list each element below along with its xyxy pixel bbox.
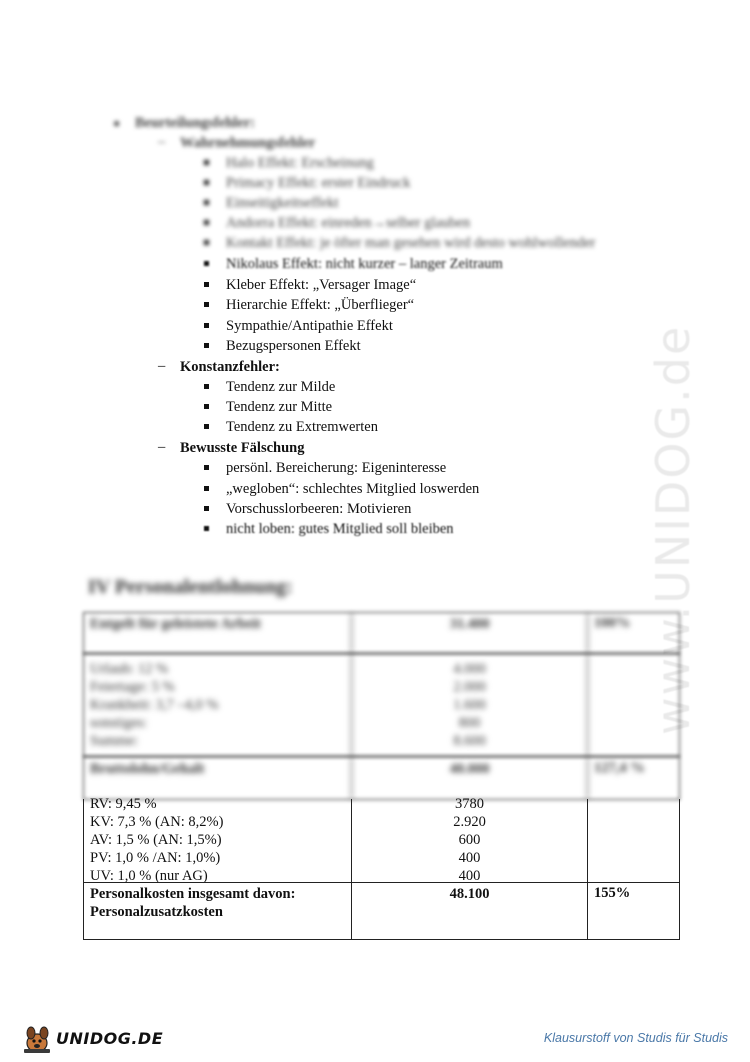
list-item <box>226 255 503 273</box>
list-item <box>226 418 378 436</box>
list-item <box>226 337 361 355</box>
square-bullet-icon <box>204 220 209 225</box>
footer-tagline: Klausurstoff von Studis für Studis <box>543 1031 728 1045</box>
cell-label: UV: 1,0 % (nur AG) <box>90 868 208 884</box>
list-item-label: persönl. Bereicherung: Eigeninteresse <box>226 460 447 476</box>
table-cell <box>84 757 352 799</box>
list-item-label: Einseitigkeitseffekt <box>226 195 339 211</box>
logo-text: UNIDOG.DE <box>56 1029 164 1048</box>
cell-label: RV: 9,45 % <box>90 796 157 812</box>
dash-icon: – <box>158 358 166 374</box>
table-cell <box>352 654 588 756</box>
list-item-label: Hierarchie Effekt: „Überflieger“ <box>226 297 415 313</box>
list-item-label: Nikolaus Effekt: nicht kurzer – langer Zeitraum <box>226 256 503 272</box>
table-cell <box>588 654 681 756</box>
list-item-label: Tendenz zur Mitte <box>226 399 333 415</box>
cell-value: 2.920 <box>453 814 486 830</box>
list-item <box>226 234 595 252</box>
cell-value: 800 <box>458 715 481 731</box>
table-cell <box>352 796 588 884</box>
cell-value: 8.600 <box>453 733 486 749</box>
list-item <box>226 500 411 518</box>
square-bullet-icon <box>204 180 209 185</box>
list-item <box>226 317 393 335</box>
square-bullet-icon <box>204 506 209 511</box>
cell-value: 1.600 <box>453 697 486 713</box>
subheading-constancy <box>158 358 280 376</box>
list-item <box>226 480 479 498</box>
cell-value: 40.000 <box>449 761 490 777</box>
list-item-label: „wegloben“: schlechtes Mitglied loswerden <box>226 481 480 497</box>
list-item <box>226 194 338 212</box>
table-cell <box>84 796 352 884</box>
subheading-perception <box>158 134 316 152</box>
cell-value: 400 <box>458 850 481 866</box>
list-item-label: Tendenz zu Extremwerten <box>226 419 378 435</box>
square-bullet-icon <box>204 302 209 307</box>
list-item-label: Kleber Effekt: „Versager Image“ <box>226 277 417 293</box>
cell-label: Entgelt für geleistete Arbeit <box>90 616 261 632</box>
cell-label: Summe: <box>90 733 139 749</box>
table-row <box>83 796 680 884</box>
cell-label: PV: 1,0 % /AN: 1,0%) <box>90 850 221 866</box>
dash-icon: – <box>158 439 166 455</box>
list-item <box>226 154 374 172</box>
list-item <box>226 296 414 314</box>
cell-value: 400 <box>458 868 481 884</box>
list-item-label: Vorschusslorbeeren: Motivieren <box>226 501 412 517</box>
cell-value: 4.000 <box>453 661 486 677</box>
list-item <box>226 214 470 232</box>
table-cell <box>84 613 352 653</box>
square-bullet-icon <box>204 526 209 531</box>
cell-label: Bruttolohn/Gehalt <box>90 761 205 777</box>
heading-label: Beurteilungsfehler: <box>135 115 256 131</box>
bullet-icon: ● <box>113 116 121 130</box>
table-cell <box>352 613 588 653</box>
cell-value: 2.000 <box>453 679 486 695</box>
cell-label: Personalzusatzkosten <box>90 904 223 920</box>
dog-mascot-icon <box>22 1025 54 1055</box>
table-cell <box>352 757 588 799</box>
cell-label: AV: 1,5 % (AN: 1,5%) <box>90 832 222 848</box>
list-item <box>226 520 454 538</box>
square-bullet-icon <box>204 160 209 165</box>
cell-label: KV: 7,3 % (AN: 8,2%) <box>90 814 224 830</box>
subheading-label: Bewusste Fälschung <box>180 440 305 456</box>
square-bullet-icon <box>204 323 209 328</box>
watermark: www.UNIDOG.de <box>646 324 700 735</box>
table-row <box>83 653 680 757</box>
cell-value: 31.400 <box>449 616 490 632</box>
table-cell <box>588 883 681 939</box>
square-bullet-icon <box>204 404 209 409</box>
square-bullet-icon <box>204 343 209 348</box>
outline-heading <box>113 114 256 132</box>
list-item <box>226 276 416 294</box>
cell-label: Feiertage: 5 % <box>90 679 175 695</box>
square-bullet-icon <box>204 240 209 245</box>
square-bullet-icon <box>204 424 209 429</box>
list-item-label: Sympathie/Antipathie Effekt <box>226 318 393 334</box>
square-bullet-icon <box>204 282 209 287</box>
table-cell <box>84 883 352 939</box>
cell-percent: 127,4 % <box>594 760 645 776</box>
subheading-label: Wahrnehmungsfehler <box>180 135 316 151</box>
list-item-label: Andorra Effekt: einreden→selber glauben <box>226 215 471 231</box>
list-item-label: nicht loben: gutes Mitglied soll bleiben <box>226 521 454 537</box>
square-bullet-icon <box>204 486 209 491</box>
cell-label: Krankheit: 3,7 –4,0 % <box>90 697 219 713</box>
subheading-label: Konstanzfehler: <box>180 359 280 375</box>
table-row <box>83 612 680 654</box>
list-item <box>226 398 332 416</box>
table-row <box>83 756 680 800</box>
list-item-label: Bezugspersonen Effekt <box>226 338 361 354</box>
list-item <box>226 378 335 396</box>
list-item-label: Halo Effekt: Erscheinung <box>226 155 374 171</box>
cell-percent: 100% <box>594 615 631 631</box>
list-item-label: Primacy Effekt: erster Eindruck <box>226 175 411 191</box>
unidog-logo[interactable] <box>22 1025 162 1055</box>
list-item-label: Tendenz zur Milde <box>226 379 336 395</box>
square-bullet-icon <box>204 200 209 205</box>
table-cell <box>588 799 681 882</box>
table-row <box>83 882 680 940</box>
cell-label: sonstiges: <box>90 715 148 731</box>
table-cell <box>588 757 681 799</box>
list-item-label: Kontakt Effekt: je öfter man gesehen wird desto wohlwollender <box>226 235 596 251</box>
square-bullet-icon <box>204 261 209 266</box>
table-cell <box>84 654 352 756</box>
square-bullet-icon <box>204 384 209 389</box>
dash-icon: – <box>158 134 166 150</box>
cell-value: 48.100 <box>449 886 490 902</box>
cell-label: Urlaub: 12 % <box>90 661 169 677</box>
section-heading: IV Personalentlohnung: <box>88 576 293 598</box>
table-cell <box>352 883 588 939</box>
list-item <box>226 174 411 192</box>
subheading-forgery <box>158 439 305 457</box>
square-bullet-icon <box>204 465 209 470</box>
list-item <box>226 459 446 477</box>
cell-value: 3780 <box>455 796 484 812</box>
table-cell <box>588 613 681 653</box>
cell-percent: 155% <box>594 885 631 901</box>
cell-label: Personalkosten insgesamt davon: <box>90 886 296 902</box>
cell-value: 600 <box>458 832 481 848</box>
